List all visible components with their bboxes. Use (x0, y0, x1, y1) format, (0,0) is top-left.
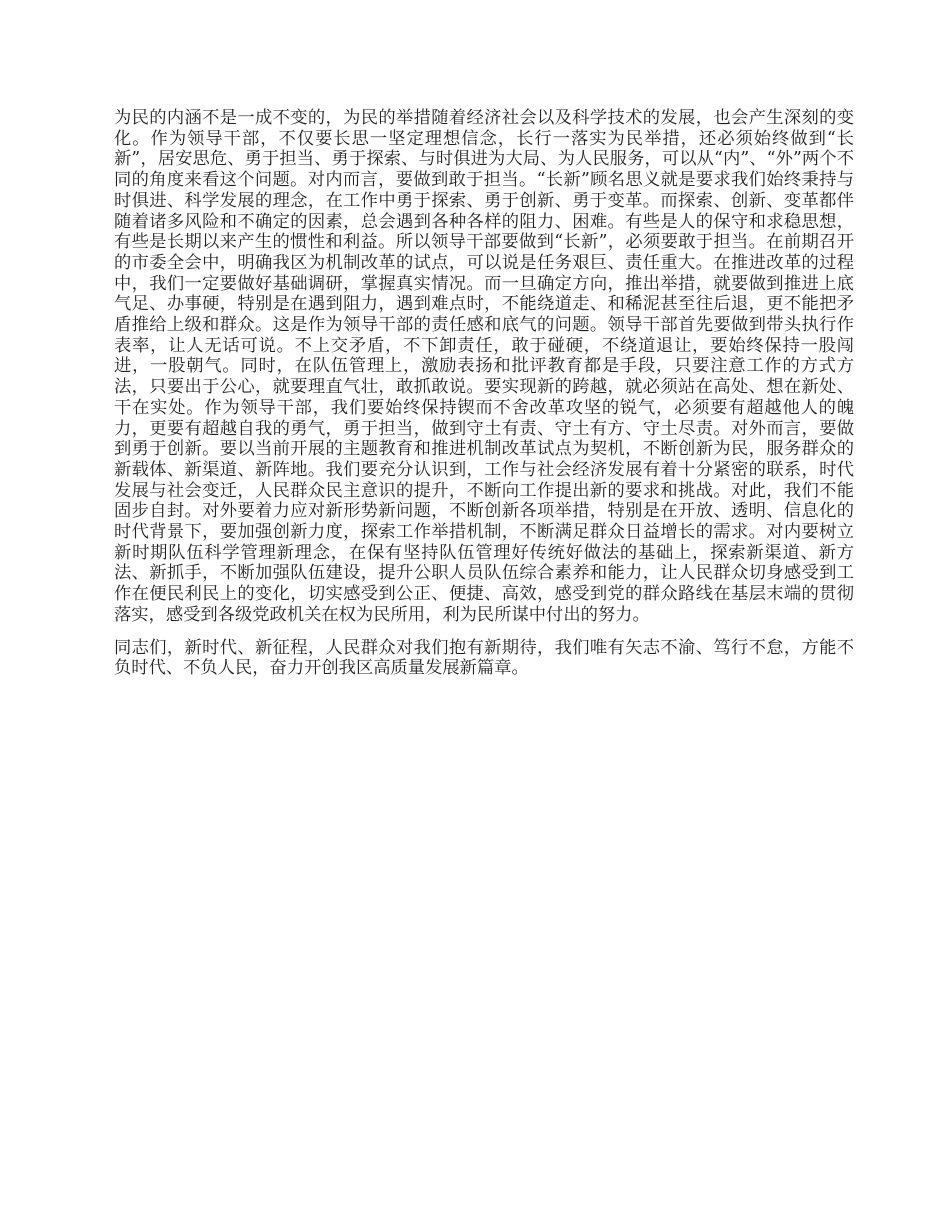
document-body (114, 108, 854, 679)
paragraph-main: 为民的内涵不是一成不变的，为民的举措随着经济社会以及科学技术的发展，也会产生深刻的变化。作为领导干部，不仅要长思一坚定理想信念，长行一落实为民举措，还必须始终做到“长新”，居安思危、勇于担当、勇于探索、与时俱进为大局、为人民服务，可以从“内”、“外”两个不同的角度来看这个问题。对内而言，要做到敢于担当。“长新”顾名思义就是要求我们始终秉持与时俱进、科学发展的理念，在工作中勇于探索、勇于创新、勇于变革。而探索、创新、变革都伴随着诸多风险和不确定的因素，总会遇到各种各样的阻力、困难。有些是人的保守和求稳思想，有些是长期以来产生的惯性和利益。所以领导干部要做到“长新”，必须要敢于担当。在前期召开的市委全会中，明确我区为机制改革的试点，可以说是任务艰巨、责任重大。在推进改革的过程中，我们一定要做好基础调研，掌握真实情况。而一旦确定方向，推出举措，就要做到推进上底气足、办事硬，特别是在遇到阻力，遇到难点时，不能绕道走、和稀泥甚至往后退，更不能把矛盾推给上级和群众。这是作为领导干部的责任感和底气的问题。领导干部首先要做到带头执行作表率，让人无话可说。不上交矛盾，不下卸责任，敢于碰硬，不绕道退让，要始终保持一股闯进，一股朝气。同时，在队伍管理上，激励表扬和批评教育都是手段，只要注意工作的方式方法，只要出于公心，就要理直气壮，敢抓敢说。要实现新的跨越，就必须站在高处、想在新处、干在实处。作为领导干部，我们要始终保持锲而不舍改革攻坚的锐气，必须要有超越他人的魄力，更要有超越自我的勇气，勇于担当，做到守土有责、守土有方、守土尽责。对外而言，要做到勇于创新。要以当前开展的主题教育和推进机制改革试点为契机，不断创新为民，服务群众的新载体、新渠道、新阵地。我们要充分认识到，工作与社会经济发展有着十分紧密的联系，时代发展与社会变迁，人民群众民主意识的提升，不断向工作提出新的要求和挑战。对此，我们不能固步自封。对外要着力应对新形势新问题，不断创新各项举措，特别是在开放、透明、信息化的时代背景下，要加强创新力度，探索工作举措机制，不断满足群众日益增长的需求。对内要树立新时期队伍科学管理新理念，在保有坚持队伍管理好传统好做法的基础上，探索新渠道、新方法、新抓手，不断加强队伍建设，提升公职人员队伍综合素养和能力，让人民群众切身感受到工作在便民利民上的变化，切实感受到公正、便捷、高效，感受到党的群众路线在基层末端的贯彻落实，感受到各级党政机关在权为民所用，利为民所谋中付出的努力。 (114, 108, 854, 625)
paragraph-closing: 同志们，新时代、新征程，人民群众对我们抱有新期待，我们唯有矢志不渝、笃行不怠，方能不负时代、不负人民，奋力开创我区高质量发展新篇章。 (114, 637, 854, 679)
